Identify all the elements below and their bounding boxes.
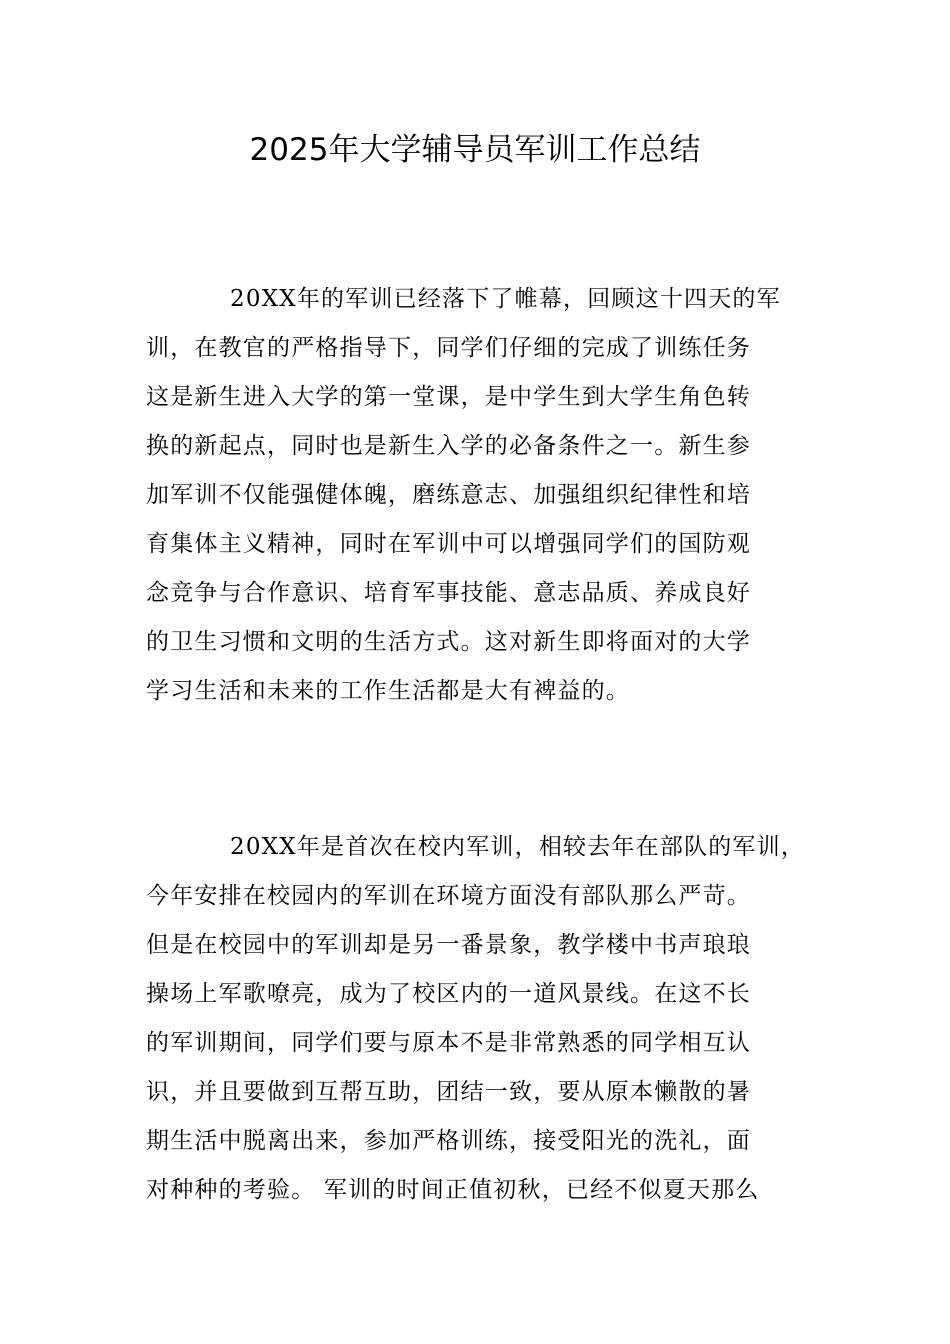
paragraph-line: 今年安排在校园内的军训在环境方面没有部队那么严苛。	[146, 883, 751, 909]
paragraph-line: 20XX年的军训已经落下了帷幕，回顾这十四天的军	[230, 286, 781, 312]
paragraph-line: 学习生活和未来的工作生活都是大有裨益的。	[146, 678, 630, 704]
paragraph-line: 20XX年是首次在校内军训，相较去年在部队的军训，	[230, 834, 806, 860]
paragraph-line: 育集体主义精神，同时在军训中可以增强同学们的国防观	[146, 531, 751, 557]
paragraph-line: 操场上军歌嘹亮，成为了校区内的一道风景线。在这不长	[146, 981, 751, 1007]
document-title: 2025年大学辅导员军训工作总结	[249, 132, 701, 168]
paragraph-line: 的卫生习惯和文明的生活方式。这对新生即将面对的大学	[146, 629, 751, 655]
paragraph-line: 期生活中脱离出来，参加严格训练，接受阳光的洗礼，面	[146, 1128, 751, 1154]
paragraph-1	[146, 275, 812, 716]
paragraph-line: 训，在教官的严格指导下，同学们仔细的完成了训练任务	[146, 335, 751, 361]
paragraph-line: 这是新生进入大学的第一堂课，是中学生到大学生角色转	[146, 384, 751, 410]
paragraph-line: 念竞争与合作意识、培育军事技能、意志品质、养成良好	[146, 580, 751, 606]
paragraph-line: 的军训期间，同学们要与原本不是非常熟悉的同学相互认	[146, 1030, 751, 1056]
paragraph-2	[146, 823, 812, 1215]
paragraph-line: 换的新起点，同时也是新生入学的必备条件之一。新生参	[146, 433, 751, 459]
paragraph-line: 但是在校园中的军训却是另一番景象，教学楼中书声琅琅	[146, 932, 751, 958]
paragraph-line: 对种种的考验。 军训的时间正值初秋，已经不似夏天那么	[146, 1177, 760, 1203]
paragraph-line: 加军训不仅能强健体魄，磨练意志、加强组织纪律性和培	[146, 482, 751, 508]
paragraph-line: 识，并且要做到互帮互助，团结一致，要从原本懒散的暑	[146, 1079, 751, 1105]
